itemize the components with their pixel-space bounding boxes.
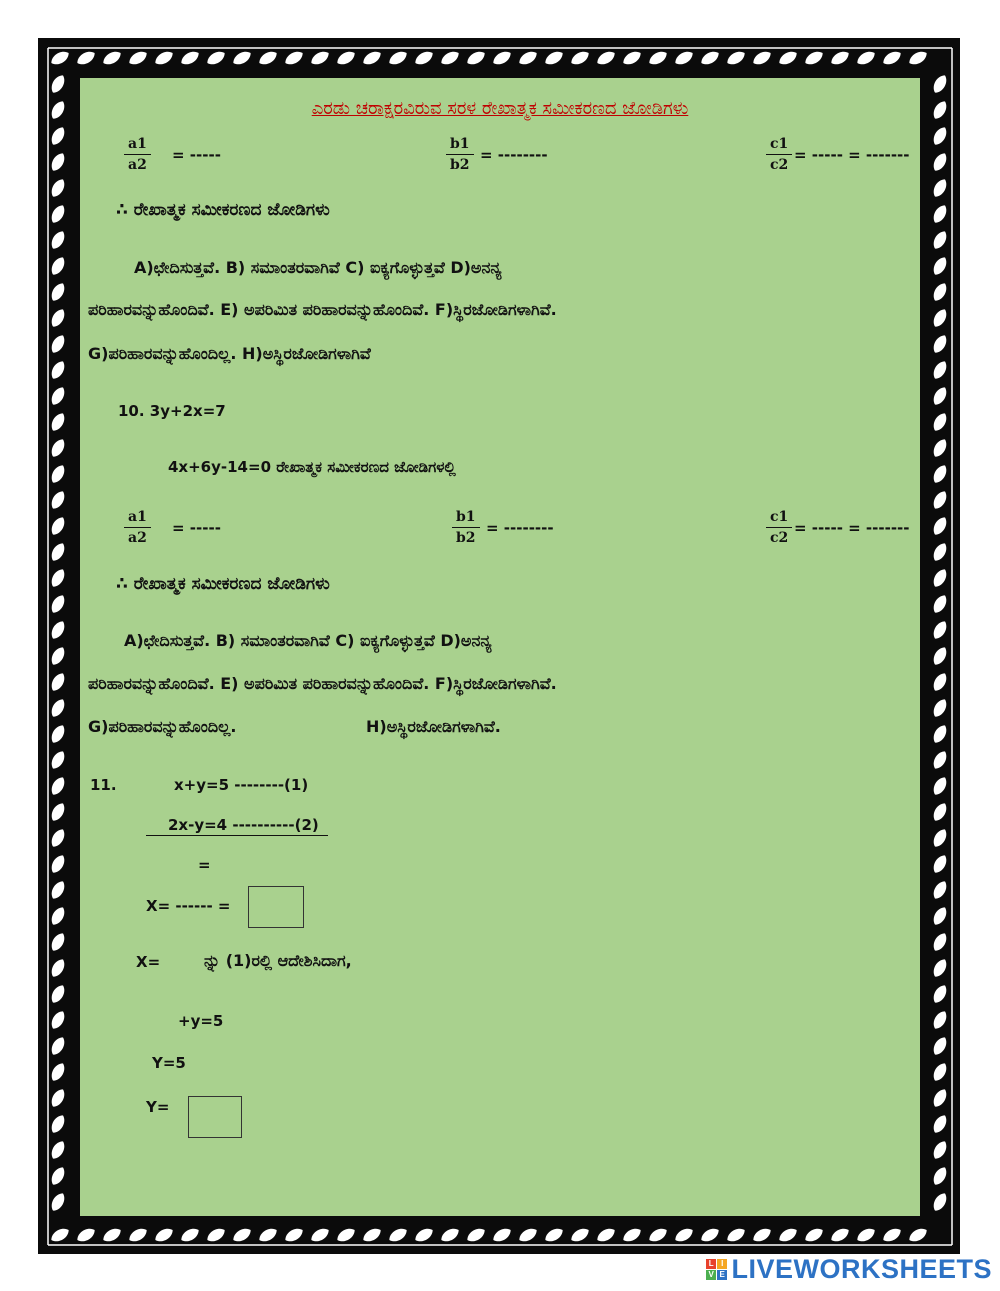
leaf-ornament: [48, 931, 67, 954]
leaf-ornament: [205, 1225, 228, 1244]
leaf-ornament: [930, 1113, 949, 1136]
leaf-ornament: [101, 48, 124, 67]
leaf-ornament: [335, 1225, 358, 1244]
leaf-ornament: [803, 1225, 826, 1244]
leaf-ornament: [930, 489, 949, 512]
leaf-ornament: [48, 203, 67, 226]
leaf-ornament: [48, 1035, 67, 1058]
leaf-ornament: [930, 203, 949, 226]
sum-underline: [146, 835, 328, 836]
leaf-ornament: [930, 281, 949, 304]
therefore-line: ∴ ರೇಖಾತ್ಮಕ ಸಮೀಕರಣದ ಜೋಡಿಗಳು: [116, 200, 330, 220]
leaf-ornament: [335, 48, 358, 67]
leaf-ornament: [48, 983, 67, 1006]
leaf-ornament: [829, 1225, 852, 1244]
leaf-ornament: [725, 1225, 748, 1244]
leaf-ornament: [205, 48, 228, 67]
leaf-ornament: [930, 73, 949, 96]
leaf-ornament: [48, 515, 67, 538]
leaf-ornament: [48, 541, 67, 564]
options-line-1: A)ಛೇದಿಸುತ್ತವೆ. B) ಸಮಾಂತರವಾಗಿವೆ C) ಐಕ್ಯಗೊಳ್ಳುತ್ತವೆ D)ಅನನ್ಯ: [124, 631, 492, 650]
leaf-ornament: [48, 1139, 67, 1162]
liveworksheets-logo: [706, 1254, 992, 1285]
leaf-ornament: [48, 1191, 67, 1214]
y-answer-box[interactable]: [188, 1096, 242, 1138]
leaf-ornament: [413, 1225, 436, 1244]
leaf-ornament: [48, 1165, 67, 1188]
leaf-ornament: [930, 957, 949, 980]
question-11-equation-1: x+y=5 --------(1): [174, 776, 309, 794]
leaf-ornament: [179, 1225, 202, 1244]
leaf-ornament: [231, 1225, 254, 1244]
leaf-ornament: [595, 48, 618, 67]
leaf-ornament: [48, 333, 67, 356]
leaf-ornament: [930, 463, 949, 486]
leaf-ornament: [49, 48, 72, 67]
leaf-ornament: [881, 1225, 904, 1244]
leaf-ornament: [465, 1225, 488, 1244]
fraction-numerator: c1: [766, 137, 792, 155]
options-line-2: ಪರಿಹಾರವನ್ನುಹೊಂದಿವೆ. E) ಅಪರಿಮಿತ ಪರಿಹಾರವನ್ನುಹೊಂದಿವೆ. F)ಸ್ಥಿರಜೋಡಿಗಳಾಗಿವೆ.: [88, 674, 557, 693]
fraction-numerator: b1: [452, 510, 480, 528]
leaf-ornament: [930, 125, 949, 148]
leaf-ornament: [930, 593, 949, 616]
leaf-ornament: [48, 853, 67, 876]
fraction-numerator: b1: [446, 137, 474, 155]
leaf-ornament: [569, 1225, 592, 1244]
fraction-denominator: a2: [128, 530, 147, 546]
question-10-equation-1: 10. 3y+2x=7: [118, 402, 226, 420]
leaf-ornament: [439, 1225, 462, 1244]
leaf-ornament: [48, 1087, 67, 1110]
question-11-number: 11.: [90, 776, 117, 794]
leaf-ornament: [48, 723, 67, 746]
leaf-ornament: [930, 931, 949, 954]
x-value-line: X= ------ =: [146, 897, 231, 915]
leaf-ornament: [569, 48, 592, 67]
leaf-ornament: [930, 177, 949, 200]
leaf-ornament: [621, 48, 644, 67]
leaf-ornament: [803, 48, 826, 67]
fraction-numerator: c1: [766, 510, 792, 528]
leaf-ornament: [673, 1225, 696, 1244]
leaf-ornament: [930, 827, 949, 850]
leaf-ornament: [930, 775, 949, 798]
leaf-ornament: [153, 1225, 176, 1244]
leaf-ornament: [48, 567, 67, 590]
fraction-a1-a2: [124, 137, 151, 172]
fraction-b1-b2: [446, 137, 474, 172]
fraction-c-blank: = ----- = -------: [794, 146, 910, 164]
fraction-a1-a2: [124, 510, 151, 545]
leaf-ornament: [48, 671, 67, 694]
leaf-ornament: [930, 411, 949, 434]
leaf-ornament: [829, 48, 852, 67]
fraction-a-blank: = -----: [172, 146, 221, 164]
leaf-ornament: [930, 723, 949, 746]
leaf-ornament: [930, 515, 949, 538]
leaf-ornament: [361, 48, 384, 67]
logo-badge-letter: E: [717, 1270, 727, 1280]
therefore-line: ∴ ರೇಖಾತ್ಮಕ ಸಮೀಕರಣದ ಜೋಡಿಗಳು: [116, 574, 330, 594]
leaf-ornament: [361, 1225, 384, 1244]
fraction-b1-b2: [452, 510, 480, 545]
leaf-ornament: [257, 48, 280, 67]
leaf-ornament: [930, 1087, 949, 1110]
leaf-ornament: [930, 333, 949, 356]
leaf-ornament: [930, 1061, 949, 1084]
leaf-ornament: [413, 48, 436, 67]
logo-text: LIVEWORKSHEETS: [731, 1254, 992, 1284]
leaf-ornament: [930, 229, 949, 252]
options-line-2: ಪರಿಹಾರವನ್ನುಹೊಂದಿವೆ. E) ಅಪರಿಮಿತ ಪರಿಹಾರವನ್ನುಹೊಂದಿವೆ. F)ಸ್ಥಿರಜೋಡಿಗಳಾಗಿವೆ.: [88, 300, 557, 319]
leaf-ornament: [48, 307, 67, 330]
fraction-denominator: a2: [128, 157, 147, 173]
logo-badge-letter: L: [706, 1259, 716, 1269]
fraction-numerator: a1: [124, 510, 151, 528]
leaf-ornament: [491, 48, 514, 67]
leaf-ornament: [930, 697, 949, 720]
leaf-ornament: [930, 541, 949, 564]
leaf-ornament: [930, 983, 949, 1006]
leaf-ornament: [48, 879, 67, 902]
leaf-ornament: [543, 48, 566, 67]
leaf-ornament: [48, 801, 67, 824]
leaf-ornament: [930, 879, 949, 902]
leaf-ornament: [930, 853, 949, 876]
leaf-ornament: [751, 1225, 774, 1244]
leaf-ornament: [48, 905, 67, 928]
leaf-ornament: [751, 48, 774, 67]
leaf-ornament: [491, 1225, 514, 1244]
leaf-ornament: [673, 48, 696, 67]
leaf-ornament: [48, 593, 67, 616]
question-11-equation-2: 2x-y=4 ----------(2): [168, 816, 319, 834]
leaf-ornament: [930, 567, 949, 590]
leaf-ornament: [48, 749, 67, 772]
options-line-3b: H)ಅಸ್ಥಿರಜೋಡಿಗಳಾಗಿವೆ.: [366, 717, 501, 736]
leaf-ornament: [387, 1225, 410, 1244]
fraction-denominator: c2: [770, 157, 789, 173]
leaf-ornament: [855, 1225, 878, 1244]
leaf-ornament: [48, 411, 67, 434]
leaf-ornament: [48, 1113, 67, 1136]
leaf-ornament: [309, 1225, 332, 1244]
leaf-ornament: [930, 255, 949, 278]
leaf-ornament: [930, 359, 949, 382]
leaf-ornament: [855, 48, 878, 67]
plus-y-equation: +y=5: [178, 1012, 224, 1030]
leaf-ornament: [930, 671, 949, 694]
leaf-ornament: [647, 1225, 670, 1244]
leaf-ornament: [48, 1061, 67, 1084]
options-line-3a: G)ಪರಿಹಾರವನ್ನುಹೊಂದಿಲ್ಲ.: [88, 717, 237, 736]
leaf-ornament: [517, 48, 540, 67]
fraction-a-blank: = -----: [172, 519, 221, 537]
logo-badge-letter: I: [717, 1259, 727, 1269]
leaf-ornament: [101, 1225, 124, 1244]
fraction-c1-c2: [766, 137, 792, 172]
leaf-ornament: [881, 48, 904, 67]
leaf-ornament: [283, 48, 306, 67]
leaf-ornament: [48, 281, 67, 304]
fraction-b-blank: = --------: [486, 519, 554, 537]
logo-badge-icon: [706, 1259, 727, 1280]
leaf-ornament: [699, 48, 722, 67]
leaf-ornament: [48, 359, 67, 382]
fraction-denominator: b2: [456, 530, 476, 546]
leaf-ornament: [777, 1225, 800, 1244]
leaf-ornament: [621, 1225, 644, 1244]
leaf-ornament: [231, 48, 254, 67]
leaf-ornament: [48, 463, 67, 486]
leaf-ornament: [930, 1035, 949, 1058]
leaf-ornament: [725, 48, 748, 67]
leaf-ornament: [48, 957, 67, 980]
leaf-ornament: [930, 619, 949, 642]
leaf-ornament: [48, 73, 67, 96]
leaf-ornament: [930, 1165, 949, 1188]
leaf-ornament: [930, 307, 949, 330]
leaf-ornament: [48, 125, 67, 148]
leaf-ornament: [930, 1139, 949, 1162]
leaf-ornament: [49, 1225, 72, 1244]
leaf-ornament: [48, 177, 67, 200]
leaf-ornament: [930, 749, 949, 772]
leaf-ornament: [930, 1009, 949, 1032]
x-answer-box[interactable]: [248, 886, 304, 928]
fraction-denominator: b2: [450, 157, 470, 173]
y-equation: Y=5: [152, 1054, 186, 1072]
leaf-ornament: [179, 48, 202, 67]
leaf-ornament: [48, 437, 67, 460]
leaf-ornament: [595, 1225, 618, 1244]
leaf-ornament: [75, 1225, 98, 1244]
options-line-3: G)ಪರಿಹಾರವನ್ನುಹೊಂದಿಲ್ಲ. H)ಅಸ್ಥಿರಜೋಡಿಗಳಾಗಿವೆ: [88, 344, 371, 363]
question-10-equation-2: 4x+6y-14=0 ರೇಖಾತ್ಮಕ ಸಮೀಕರಣದ ಜೋಡಿಗಳಲ್ಲಿ: [168, 458, 456, 476]
leaf-ornament: [75, 48, 98, 67]
leaf-ornament: [48, 827, 67, 850]
leaf-ornament: [543, 1225, 566, 1244]
leaf-ornament: [777, 48, 800, 67]
leaf-ornament: [930, 385, 949, 408]
leaf-ornament: [930, 437, 949, 460]
leaf-ornament: [48, 619, 67, 642]
leaf-ornament: [699, 1225, 722, 1244]
leaf-ornament: [930, 801, 949, 824]
leaf-ornament: [48, 697, 67, 720]
leaf-ornament: [48, 255, 67, 278]
fraction-denominator: c2: [770, 530, 789, 546]
leaf-ornament: [48, 489, 67, 512]
leaf-ornament: [907, 48, 930, 67]
leaf-ornament: [930, 1191, 949, 1214]
sum-equals: =: [198, 856, 211, 874]
leaf-ornament: [907, 1225, 930, 1244]
leaf-ornament: [48, 385, 67, 408]
leaf-ornament: [465, 48, 488, 67]
leaf-ornament: [153, 48, 176, 67]
leaf-ornament: [48, 229, 67, 252]
x-substitute-text: ನ್ನು (1)ರಲ್ಲಿ ಆದೇಶಿಸಿದಾಗ,: [204, 951, 352, 970]
leaf-ornament: [127, 1225, 150, 1244]
leaf-ornament: [930, 905, 949, 928]
leaf-ornament: [930, 645, 949, 668]
leaf-ornament: [48, 151, 67, 174]
leaf-ornament: [439, 48, 462, 67]
fraction-b-blank: = --------: [480, 146, 548, 164]
leaf-ornament: [309, 48, 332, 67]
leaf-ornament: [517, 1225, 540, 1244]
leaf-ornament: [647, 48, 670, 67]
leaf-ornament: [127, 48, 150, 67]
fraction-c1-c2: [766, 510, 792, 545]
x-substitute-label: X=: [136, 953, 161, 971]
options-line-1: A)ಛೇದಿಸುತ್ತವೆ. B) ಸಮಾಂತರವಾಗಿವೆ C) ಐಕ್ಯಗೊಳ್ಳುತ್ತವೆ D)ಅನನ್ಯ: [134, 258, 502, 277]
leaf-ornament: [257, 1225, 280, 1244]
fraction-numerator: a1: [124, 137, 151, 155]
leaf-ornament: [48, 645, 67, 668]
y-value-line: Y=: [146, 1098, 170, 1116]
leaf-ornament: [930, 151, 949, 174]
worksheet-title: ಎರಡು ಚರಾಕ್ಷರವಿರುವ ಸರಳ ರೇಖಾತ್ಮಕ ಸಮೀಕರಣದ ಜೋಡಿಗಳು: [311, 98, 689, 119]
leaf-ornament: [387, 48, 410, 67]
logo-badge-letter: V: [706, 1270, 716, 1280]
leaf-ornament: [48, 1009, 67, 1032]
leaf-ornament: [48, 775, 67, 798]
leaf-ornament: [283, 1225, 306, 1244]
fraction-c-blank: = ----- = -------: [794, 519, 910, 537]
